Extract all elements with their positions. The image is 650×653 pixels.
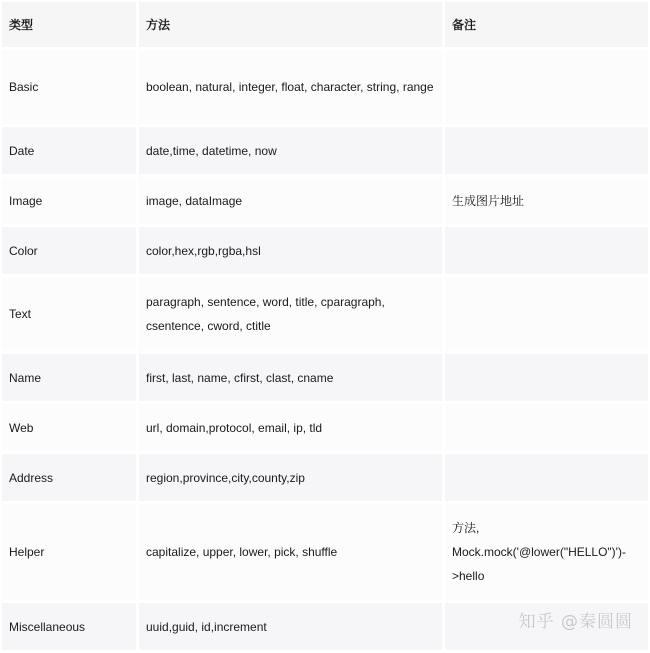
type-cell: Color <box>2 227 136 274</box>
type-cell: Web <box>2 404 136 451</box>
watermark: 知乎 @秦圆圆 <box>518 612 633 632</box>
note-cell <box>445 227 648 274</box>
type-cell: Image <box>2 177 136 224</box>
table-row <box>2 404 648 451</box>
methods-cell: image, dataImage <box>139 177 442 224</box>
table-row <box>2 504 648 600</box>
note-cell <box>445 50 648 124</box>
type-cell: Text <box>2 277 136 351</box>
methods-cell: capitalize, upper, lower, pick, shuffle <box>139 504 442 600</box>
note-cell <box>445 354 648 401</box>
methods-cell: region,province,city,county,zip <box>139 454 442 501</box>
methods-cell: paragraph, sentence, word, title, cparagraph, csentence, cword, ctitle <box>139 277 442 351</box>
table-row <box>2 454 648 501</box>
type-cell: Name <box>2 354 136 401</box>
methods-cell: date,time, datetime, now <box>139 127 442 174</box>
methods-cell: color,hex,rgb,rgba,hsl <box>139 227 442 274</box>
methods-cell: boolean, natural, integer, float, character, string, range <box>139 50 442 124</box>
note-cell <box>445 404 648 451</box>
note-cell <box>445 277 648 351</box>
type-cell: Address <box>2 454 136 501</box>
table-row <box>2 177 648 224</box>
header-row <box>2 2 648 47</box>
table-row <box>2 127 648 174</box>
methods-cell: first, last, name, cfirst, clast, cname <box>139 354 442 401</box>
header-methods: 方法 <box>139 2 442 47</box>
header-note: 备注 <box>445 2 648 47</box>
note-cell: 生成图片地址 <box>445 177 648 224</box>
table-row <box>2 227 648 274</box>
type-cell: Basic <box>2 50 136 124</box>
note-cell: 方法, Mock.mock('@lower("HELLO")')->hello <box>445 504 648 600</box>
table-row <box>2 277 648 351</box>
type-cell: Date <box>2 127 136 174</box>
methods-cell: url, domain,protocol, email, ip, tld <box>139 404 442 451</box>
type-cell: Miscellaneous <box>2 603 136 650</box>
table-row <box>2 354 648 401</box>
type-cell: Helper <box>2 504 136 600</box>
table-row <box>2 50 648 124</box>
methods-cell: uuid,guid, id,increment <box>139 603 442 650</box>
header-type: 类型 <box>2 2 136 47</box>
note-cell <box>445 454 648 501</box>
note-cell <box>445 127 648 174</box>
